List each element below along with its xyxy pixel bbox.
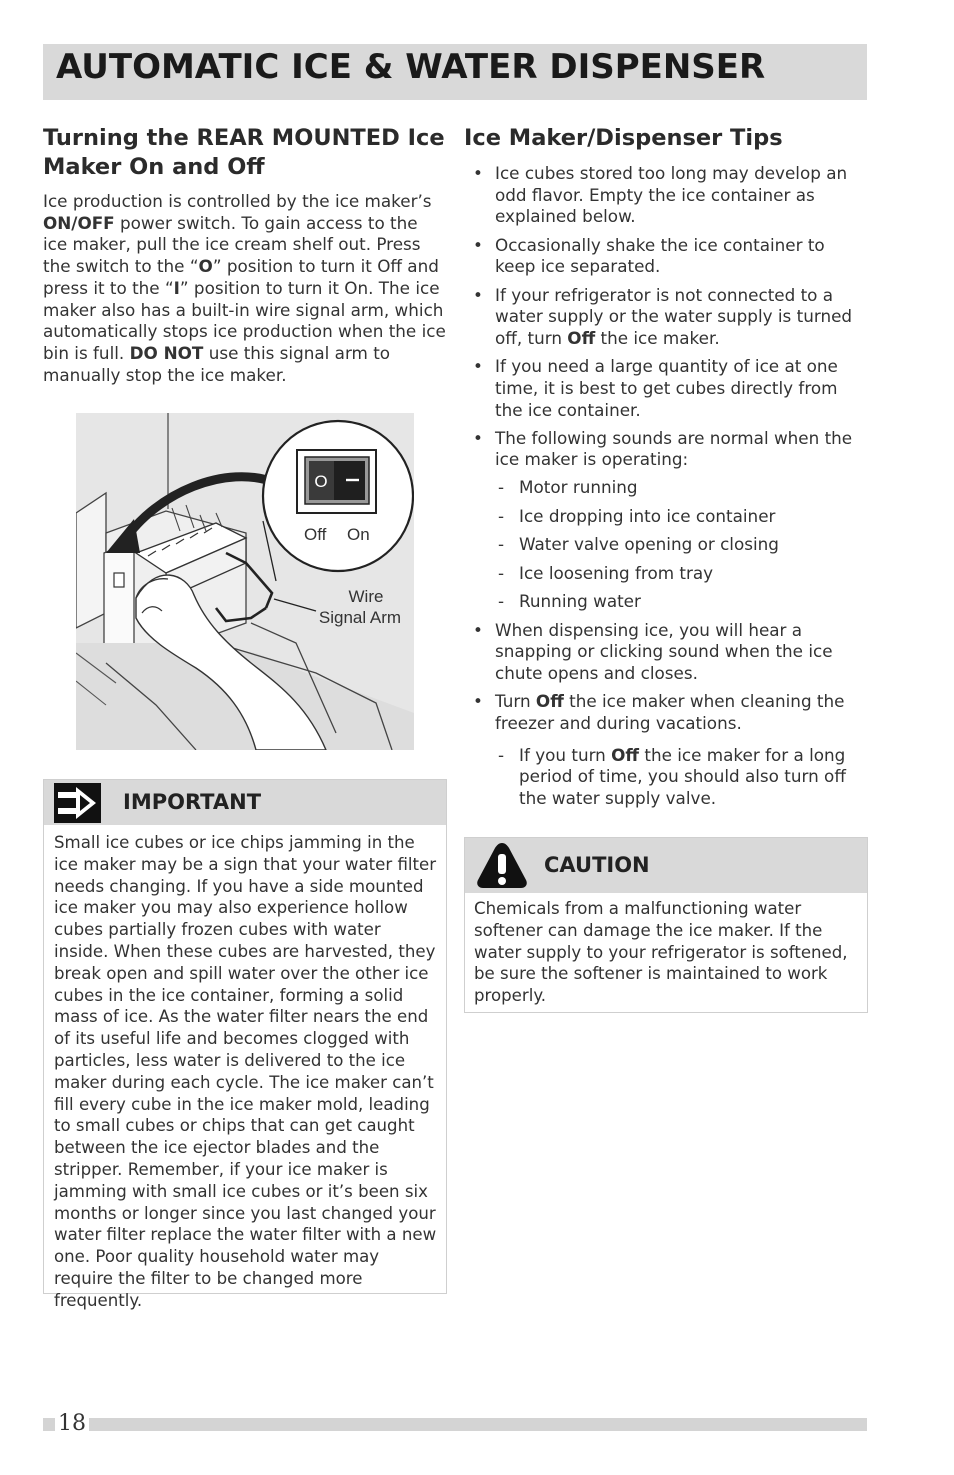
tip-item: • Ice cubes stored too long may develop an odd flavor. Empty the ice container as explained below.: [464, 163, 868, 228]
footer-bar: [43, 1418, 867, 1431]
label-off: Off: [304, 525, 327, 544]
tip-item: • Turn Off the ice maker when cleaning the freezer and during vacations. - If you turn Off the ice maker for a long period of time, you should also turn off the water supply valve.: [464, 691, 868, 810]
sound-item: - Ice dropping into ice container: [464, 506, 868, 528]
sound-item: - Running water: [464, 591, 868, 613]
tips-list: [464, 163, 868, 810]
sound-item: - Ice loosening from tray: [464, 563, 868, 585]
label-on: On: [347, 525, 370, 544]
warning-icon: [475, 840, 529, 890]
tip-item: • If you need a large quantity of ice at one time, it is best to get cubes directly from the ice container.: [464, 356, 868, 421]
vacation-sublist: [464, 745, 868, 810]
sound-item: - Water valve opening or closing: [464, 534, 868, 556]
title-banner: [43, 44, 867, 100]
intro-paragraph: Ice production is controlled by the ice maker’s ON/OFF power switch. To gain access to the ice maker, pull the ice cream shelf out. Press the switch to the “O” position to turn it Off and press it to the “I” position to turn it On. The ice maker also has a built-in wire signal arm, which automatically stops ice production when the ice bin is full. DO NOT use this signal arm to manually stop the ice maker.: [43, 191, 446, 385]
left-column: [43, 124, 447, 386]
sounds-list: [464, 477, 868, 613]
tip-item: • When dispensing ice, you will hear a snapping or clicking sound when the ice chute opens and closes.: [464, 620, 868, 685]
important-title: IMPORTANT: [123, 790, 262, 814]
section-heading-tips: Ice Maker/Dispenser Tips: [464, 125, 783, 151]
right-column: [464, 124, 868, 817]
tip-item: • The following sounds are normal when the ice maker is operating: - Motor running - Ice dropping into ice container - Water valve opening or closing - Ice loosening from tray - Running water: [464, 428, 868, 613]
label-signal-arm: Signal Arm: [318, 608, 402, 627]
ice-maker-drawing: [76, 413, 414, 750]
sound-item: - Motor running: [464, 477, 868, 499]
caution-notice: [464, 837, 868, 1013]
page-number: 18: [55, 1411, 89, 1436]
important-body: Small ice cubes or ice chips jamming in the ice maker may be a sign that your water filter needs changing. If you have a side mounted ice maker you may also experience hollow cubes partially frozen cubes with water inside. When these cubes are harvested, they break open and spill water over the other ice cubes in the ice container, forming a solid mass of ice. As the water filter nears the end of its useful life and becomes clogged with particles, less water is delivered to the ice maker during each cycle. The ice maker can’t fill every cube in the ice maker mold, leading to small cubes or chips that can get caught between the ice ejector blades and the stripper. Remember, if your ice maker is jamming with small ice cubes or it’s been six months or longer since you last changed your water filter replace the water filter with a new one. Poor quality household water may require the filter to be changed more frequently.: [54, 833, 437, 1310]
tip-item: • If your refrigerator is not connected to a water supply or the water supply is turned off, turn Off the ice maker.: [464, 285, 868, 350]
ice-maker-illustration: [76, 413, 414, 750]
section-heading-ice-maker: Turning the REAR MOUNTED Ice Maker On and Off: [43, 125, 445, 180]
important-notice: [43, 779, 447, 1310]
caution-body: Chemicals from a malfunctioning water softener can damage the ice maker. If the water supply to your refrigerator is softened, be sure the softener is maintained to work properly.: [474, 899, 848, 1006]
arrow-right-icon: [54, 783, 101, 823]
switch-off-symbol: O: [314, 472, 328, 491]
important-header: [44, 780, 446, 825]
page-title: AUTOMATIC ICE & WATER DISPENSER: [56, 47, 766, 87]
caution-header: [465, 838, 867, 893]
sub-tip-item: - If you turn Off the ice maker for a long period of time, you should also turn off the water supply valve.: [464, 745, 868, 810]
caution-title: CAUTION: [544, 853, 650, 877]
tip-item: • Occasionally shake the ice container to keep ice separated.: [464, 235, 868, 278]
label-wire: Wire: [348, 587, 384, 606]
